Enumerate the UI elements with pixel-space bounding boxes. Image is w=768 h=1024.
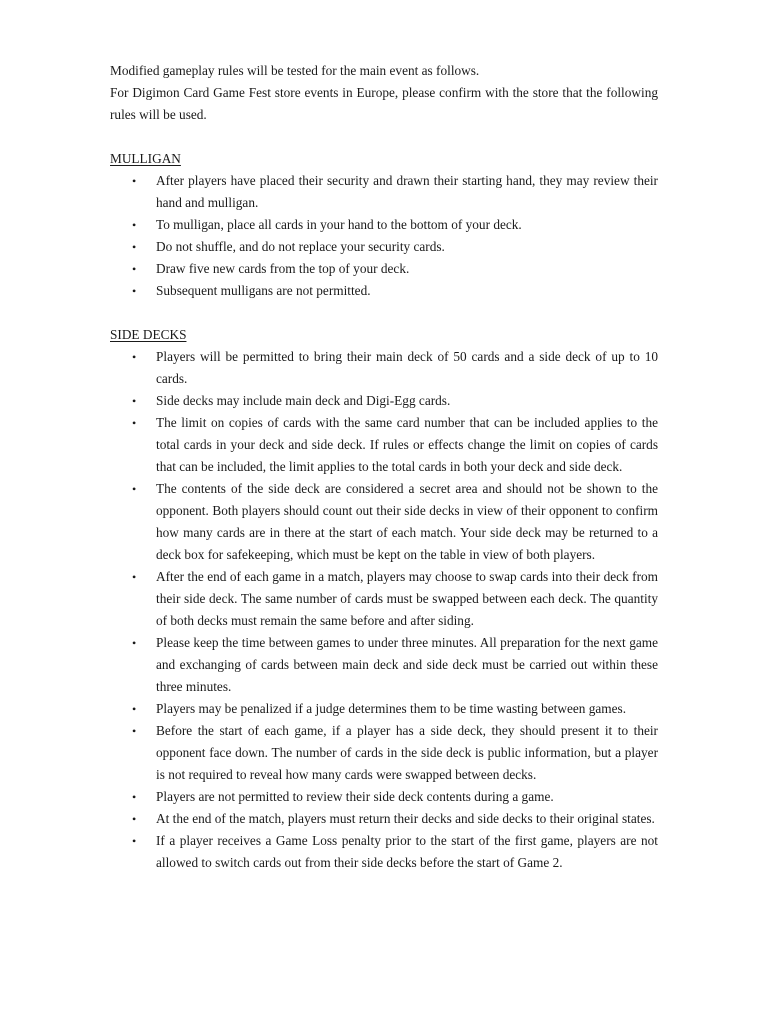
list-item-text: To mulligan, place all cards in your hand to the bottom of your deck. — [156, 217, 522, 232]
list-item — [110, 720, 658, 786]
list-item — [110, 258, 658, 280]
list-item-text: The contents of the side deck are considered a secret area and should not be shown to the opponent. Both players should count out their side decks in view of their opponent to confirm how many cards are in there at the start of each match. Your side deck may be returned to a deck box for safekeeping, which must be kept on the table in view of both players. — [156, 481, 658, 562]
mulligan-heading: MULLIGAN — [110, 151, 181, 166]
mulligan-section — [110, 148, 658, 302]
list-item-text: Do not shuffle, and do not replace your security cards. — [156, 239, 445, 254]
side-decks-heading: SIDE DECKS — [110, 327, 187, 342]
bullet-icon: • — [132, 218, 137, 232]
bullet-icon: • — [132, 284, 137, 298]
mulligan-list — [110, 170, 658, 302]
list-item — [110, 478, 658, 566]
bullet-icon: • — [132, 394, 137, 408]
list-item-text: Please keep the time between games to under three minutes. All preparation for the next game and exchanging of cards between main deck and side deck must be carried out within these three minutes. — [156, 635, 658, 694]
list-item-text: Side decks may include main deck and Digi-Egg cards. — [156, 393, 451, 408]
list-item — [110, 808, 658, 830]
side-decks-list — [110, 346, 658, 874]
list-item — [110, 566, 658, 632]
bullet-icon: • — [132, 570, 137, 584]
list-item-text: Before the start of each game, if a player has a side deck, they should present it to their opponent face down. The number of cards in the side deck is public information, but a player is not required to reveal how many cards were swapped between decks. — [156, 723, 658, 782]
list-item — [110, 346, 658, 390]
bullet-icon: • — [132, 702, 137, 716]
bullet-icon: • — [132, 812, 137, 826]
bullet-icon: • — [132, 482, 137, 496]
document-page — [110, 60, 658, 874]
list-item — [110, 214, 658, 236]
bullet-icon: • — [132, 240, 137, 254]
list-item-text: After players have placed their security and drawn their starting hand, they may review their hand and mulligan. — [156, 173, 658, 210]
list-item-text: If a player receives a Game Loss penalty prior to the start of the first game, players are not allowed to switch cards out from their side decks before the start of Game 2. — [156, 833, 658, 870]
list-item-text: Players are not permitted to review their side deck contents during a game. — [156, 789, 554, 804]
intro-line-2: For Digimon Card Game Fest store events in Europe, please confirm with the store that the following rules will be used. — [110, 85, 658, 122]
list-item — [110, 170, 658, 214]
side-decks-section — [110, 324, 658, 874]
list-item — [110, 280, 658, 302]
bullet-icon: • — [132, 790, 137, 804]
list-item — [110, 236, 658, 258]
list-item — [110, 786, 658, 808]
bullet-icon: • — [132, 350, 137, 364]
list-item — [110, 698, 658, 720]
bullet-icon: • — [132, 636, 137, 650]
list-item-text: At the end of the match, players must return their decks and side decks to their original states. — [156, 811, 655, 826]
intro-line-1: Modified gameplay rules will be tested for the main event as follows. — [110, 63, 480, 78]
list-item — [110, 632, 658, 698]
list-item — [110, 412, 658, 478]
list-item-text: Subsequent mulligans are not permitted. — [156, 283, 371, 298]
intro — [110, 60, 658, 126]
list-item-text: Players will be permitted to bring their main deck of 50 cards and a side deck of up to 10 cards. — [156, 349, 658, 386]
bullet-icon: • — [132, 834, 137, 848]
list-item — [110, 390, 658, 412]
bullet-icon: • — [132, 174, 137, 188]
list-item-text: Draw five new cards from the top of your deck. — [156, 261, 410, 276]
bullet-icon: • — [132, 724, 137, 738]
bullet-icon: • — [132, 416, 137, 430]
bullet-icon: • — [132, 262, 137, 276]
list-item-text: After the end of each game in a match, players may choose to swap cards into their deck from their side deck. The same number of cards must be swapped between each deck. The quantity of both decks must remain the same before and after siding. — [156, 569, 658, 628]
list-item-text: The limit on copies of cards with the same card number that can be included applies to the total cards in your deck and side deck. If rules or effects change the limit on copies of cards that can be included, the limit applies to the total cards in both your deck and side deck. — [156, 415, 658, 474]
list-item — [110, 830, 658, 874]
list-item-text: Players may be penalized if a judge determines them to be time wasting between games. — [156, 701, 627, 716]
